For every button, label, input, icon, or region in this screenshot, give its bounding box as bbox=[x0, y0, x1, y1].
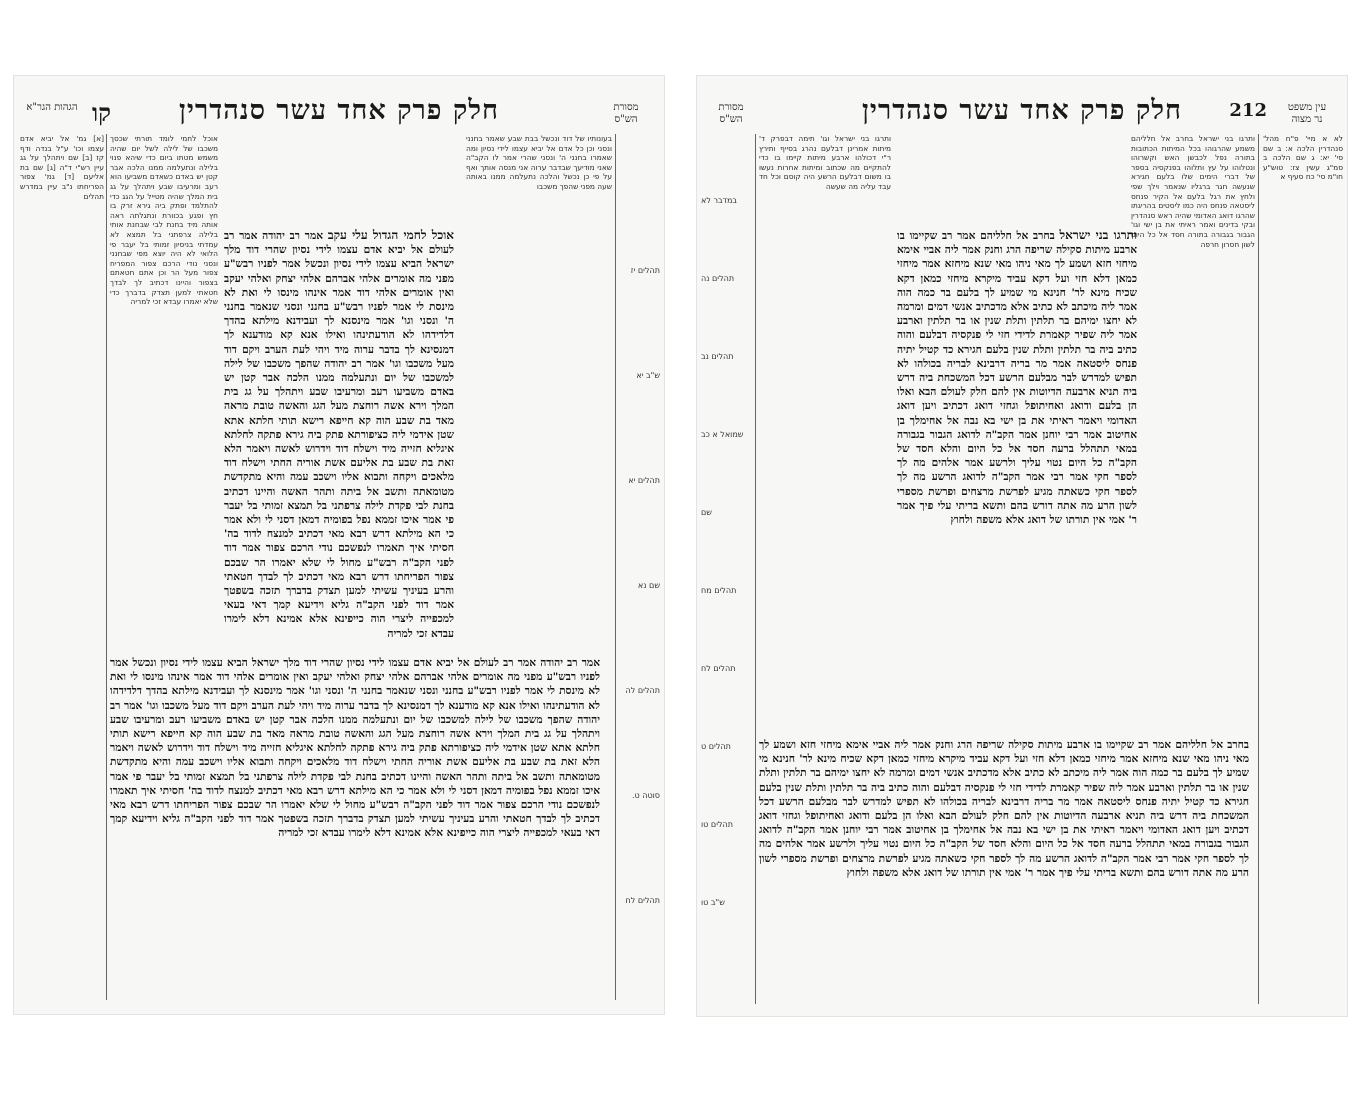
margin-source-note: תהלים נה bbox=[701, 274, 735, 283]
margin-source-note: ש"ב יא bbox=[636, 371, 660, 380]
column-divider bbox=[755, 134, 756, 1004]
margin-source-note: תהלים לח bbox=[701, 664, 736, 673]
column-divider bbox=[615, 134, 616, 1000]
tosafot-commentary bbox=[466, 134, 612, 644]
tosafot-commentary bbox=[759, 134, 891, 734]
lower-gemara-content: בחרב אל חלליהם אמר רב שקיימו בו ארבע מיתות סקילה שריפה הרג וחנק אמר ליה אביי אימא מיחזי חזא ושמע לך מאי ניהו מאי שנא מיחזא אמר מיחזי כמאן דלא חזי ועל דקא עביד מיקרא מיחזי כמאן דקא שכיח מינא לר' חנינא מי שמיע לך בלעם בר כמה הוה אמר ליה מיכתב לא כתיב אלא מדכתיב אנשי דמים ומרמה לא יחצו ימיהם בר תלתין ותלת שנין או בר תלתין וארבע אמר ליה שפיר קאמרת לדידי חזי לי פנקסיה דבלעם והוה כתיב ביה בר תלתין ותלת שנין בלעם חגירא כד קטיל יתיה פנחס ליסטאה אמר מר בריה דרבינא לבריה בכולהו לא תפיש למדרש לבר מבלעם הרשע דכל המשכחת ביה דרש ביה תניא ארבעה הדיוטות אין להם חלק לעולם הבא ואלו הן בלעם ודואג ואחיתופל וגחזי דואג דכתיב ויען דואג האדומי ויאמר ראיתי את בן ישי בא נבה אל אחימלך בן אחיטוב אמר רבי יוחנן אמר הקב"ה לדואג הגבור בגבורה במאי תתהלל ברעה חסד אל כל היום והלא חסד של הקב"ה כל היום נטוי עליך ולרשע אמר אלהים מה לך לספר חקי אמר רבי אמר הקב"ה לדואג הרשע מה לך לספר חקי כשאתה מגיע לפרשת מרצחים ופרשת מספרי לשון הרע מה אתה דורש בהם ותשא בריתי עלי פיך אמר ר' אמי אין תורתו של דואג אלא משפה ולחוץ bbox=[759, 739, 1249, 879]
margin-source-note: תהלים לח bbox=[625, 896, 660, 905]
page-title: חלק פרק אחד עשר סנהדרין bbox=[179, 95, 499, 126]
rashi-text: ותרגו בני ישראל בחרב אל חלליהם משמע שהרגוהו בכל המיתות הכתובות בתורה נפל לכבשן האש וקשרוהו ונטלוהו על עץ ותלוהו בפנקסיה בספר של דברי הימים שלו בלעם חגירא שנעשה חגר ברגליו שנאמר וילך שפי ולחץ את רגל בלעם אל הקיר פנחס ליסטאה פנחס היה כמו ליסטים בהריגתו שהרגו דואג האדומי שהיה ראש סנהדרין ובקי בדינים ואמר ראיתי את בן ישי וגו' הגבור בגבורה בתורה חסד אל כל היום לשון חסרון חרפה bbox=[1131, 134, 1255, 249]
left-talmud-page bbox=[14, 76, 664, 1014]
rashi-commentary bbox=[1131, 134, 1255, 734]
margin-source-note: שם bbox=[701, 508, 712, 517]
rashi-commentary bbox=[110, 134, 218, 644]
margin-source-note: תהלים ט bbox=[701, 742, 731, 751]
margin-source-note: תהלים נב bbox=[701, 352, 734, 361]
gemara-opening-words: אוכל לחמי הגדול עלי עקב bbox=[327, 228, 454, 242]
gemara-opening-words: ותרגו בני ישראל bbox=[1059, 228, 1137, 242]
page-header bbox=[14, 94, 664, 128]
margin-source-note: סוטה ט. bbox=[631, 791, 660, 800]
margin-source-note: שמואל א כב bbox=[701, 430, 744, 439]
gemara-text: בחרב אל חלליהם אמר רב שקיימו בו ארבע מיתות סקילה שריפה הרג וחנק אמר ליה אביי אימא מיחזי חזא ושמע לך מאי ניהו מאי שנא מיחזא אמר מיחזי כמאן דלא חזי ועל דקא עביד מיקרא מיחזי כמאן דקא שכיח מינא לר' חנינא מי שמיע לך בלעם בר כמה הוה אמר ליה מיכתב לא כתיב אלא מדכתיב אנשי דמים ומרמה לא יחצו ימיהם בר תלתין ותלת שנין או בר תלתין וארבע אמר ליה שפיר קאמרת לדידי חזי לי פנקסיה דבלעם והוה כתיב ביה בר תלתין ותלת שנין בלעם חגירא כד קטיל יתיה פנחס ליסטאה אמר מר בריה דרבינא לבריה בכולהו לא תפיש למדרש לבר מבלעם הרשע דכל המשכחת ביה דרש ביה תניא ארבעה הדיוטות אין להם חלק לעולם הבא ואלו הן בלעם ודואג ואחיתופל וגחזי דואג דכתיב ויען דואג האדומי ויאמר ראיתי את בן ישי בא נבה אל אחימלך בן אחיטוב אמר רבי יוחנן אמר הקב"ה לדואג הגבור בגבורה במאי תתהלל ברעה חסד אל כל היום והלא חסד של הקב"ה כל היום נטוי עליך ולרשע אמר אלהים מה לך לספר חקי אמר רבי אמר הקב"ה לדואג הרשע מה לך לספר חקי כשאתה מגיע לפרשת מרצחים ופרשת מספרי לשון הרע מה אתה דורש בהם ותשא בריתי עלי פיך אמר ר' אמי אין תורתו של דואג אלא משפה ולחוץ bbox=[897, 230, 1137, 527]
column-divider bbox=[1258, 134, 1259, 1004]
masoret-hashas-label: מסורת הש"ס bbox=[718, 102, 744, 125]
page-title: חלק פרק אחד עשר סנהדרין bbox=[862, 95, 1182, 126]
margin-source-note: תהלים יז bbox=[630, 266, 660, 275]
rashi-text: אוכל לחמי לומד תורתי שכסך משכבו של לילה לשל יום שהיה משמש מטתו ביום כדי שיהא פנוי בלילה ונתעלמה ממנו הלכה אבר קטן יש באדם כשאדם משביעו הוא רעב ומרעיבו שבע ויתהלך על גג בית המלך שהיה מטייל על הגג כדי להתלמד ופתק ביה גירא זרק בו חץ ופגע בכוורת ונתגלתה ראה אותה מיד בחנת לבי שבחנת אותי בלילה צרפתני בל תמצא לא עמדתי בניסיון זמותי בל יעבר פי הלואי לא היה יוצא מפי שבחנני ונסני נודי הרכם צפור המפריח צפור מעל הר וכן אתם חטאתם בצפור והיינו דכתיב לך לבדך חטאתי למען תצדק בדברך כדי שלא יאמרו עבדא זכי למריה bbox=[110, 134, 218, 307]
tosafot-text: ותרגו בני ישראל וגו' תימה דבפרק ד' מיתות אמרינן דבלעם נהרג בסייף ותירץ ר"י דכולהו ארבע מיתות קיימו בו כדי להתקיים מה שכתוב ומיתות אחרות נעשו בו משום דבלעם הרשע היה קוסם וכל חד עבד עליה מה שעשה bbox=[759, 134, 891, 191]
main-gemara-text bbox=[224, 228, 454, 646]
tosafot-text: בעונותיו של דוד ונכשל בבת שבע שאמר בחנני ונסני וכן כל אדם אל יביא עצמו לידי נסיון ומה שאמרו בחנני ה' ונסני שהרי אמר לו הקב"ה שאני מודיעך שבדבר ערוה אני מנסה אותך ואף על פי כן נכשל והלכה נתעלמה ממנו באותה שעה מפני שהפך משכבו bbox=[466, 134, 612, 191]
main-gemara-text bbox=[897, 228, 1137, 728]
leaf-number: קו bbox=[92, 98, 111, 127]
margin-source-note: תהלים יא bbox=[628, 476, 660, 485]
margin-source-note: שם נא bbox=[637, 581, 660, 590]
margin-source-note: במדבר לא bbox=[701, 196, 738, 205]
lower-gemara-content: אמר רב יהודה אמר רב לעולם אל יביא אדם עצמו לידי נסיון שהרי דוד מלך ישראל הביא עצמו לידי נסיון ונכשל אמר לפניו רבש"ע מפני מה אומרים אלהי אברהם אלהי יצחק ואלהי יעקב ואין אומרים אלהי דוד אמר אינהו מינסו לי ואת לא מינסת לי אמר לפניו רבש"ע בחנני ונסני שנאמר בחנני ה' ונסני וגו' אמר מינסנא לך ועבידנא מילתא בהדך דלדידהו לא הודעתינהו ואילו אנא קא מודענא לך דמנסינא לך בדבר ערוה מיד ויהי לעת הערב ויקם דוד מעל משכבו וגו' אמר רב יהודה שהפך משכבו של לילה למשכבו של יום ונתעלמה ממנו הלכה אבר קטן יש באדם משביעו רעב ומרעיבו שבע ויתהלך על גג בית המלך וירא אשה רוחצת מעל הגג והאשה טובת מראה מאד בת שבע הוה קא חייפא רישא תותי חלתא אתא שטן אידמי ליה כציפורתא פתק ביה גירא פתקה לחלתא איגליא חזייה מיד וישלח דוד וידרוש לאשה ויאמר הלא זאת בת שבע בת אליעם אשת אוריה החתי וישלח דוד מלאכים ויקחה ותבוא אליו וישכב עמה והיא מתקדשת מטומאתה ותשב אל ביתה ותהר האשה והיינו דכתיב בחנת לבי פקדת לילה צרפתני בל תמצא זמותי בל יעבר פי אמר איכו זממא נפל בפומיה דמאן דסני לי ולא אמר כי הא מילתא דרש רבא מאי דכתיב למנצח לדוד בה' חסיתי איך תאמרו לנפשכם נודי הרכם צפור אמר דוד לפני הקב"ה רבש"ע מחול לי שלא יאמרו הר שבכם צפור הפריחתו דרש רבא מאי דכתיב לך לבדך חטאתי והרע בעיניך עשיתי למען תצדק בדברך תזכה בשפטך אמר דוד לפני הקב"ה גליא וידיעא קמך דאי בעאי למכפייה ליצרי הוה כייפינא אלא אמינא דלא לימרו עבדא זכי למריה bbox=[110, 657, 600, 840]
gemara-text: אמר רב יהודה אמר רב לעולם אל יביא אדם עצמו לידי נסיון שהרי דוד מלך ישראל הביא עצמו לידי נסיון ונכשל אמר לפניו רבש"ע מפני מה אומרים אלהי אברהם אלהי יצחק ואלהי יעקב ואין אומרים אלהי דוד אמר אינהו מינסו לי ואת לא מינסת לי אמר לפניו רבש"ע בחנני ונסני שנאמר בחנני ה' ונסני וגו' אמר מינסנא לך ועבידנא מילתא בהדך דלדידהו לא הודעתינהו ואילו אנא קא מודענא לך דמנסינא לך בדבר ערוה מיד ויהי לעת הערב ויקם דוד מעל משכבו וגו' אמר רב יהודה שהפך משכבו של לילה למשכבו של יום ונתעלמה ממנו הלכה אבר קטן יש באדם משביעו רעב ומרעיבו שבע ויתהלך על גג בית המלך וירא אשה רוחצת מעל הגג והאשה טובת מראה מאד בת שבע הוה קא חייפא רישא תותי חלתא אתא שטן אידמי ליה כציפורתא פתק ביה גירא פתקה לחלתא איגליא חזייה מיד וישלח דוד וידרוש לאשה ויאמר הלא זאת בת שבע בת אליעם אשת אוריה החתי וישלח דוד מלאכים ויקחה ותבוא אליו וישכב עמה והיא מתקדשת מטומאתה ותשב אל ביתה ותהר האשה והיינו דכתיב בחנת לבי פקדת לילה צרפתני בל תמצא זמותי בל יעבר פי אמר איכו זממא נפל בפומיה דמאן דסני לי ולא אמר כי הא מילתא דרש רבא מאי דכתיב למנצח לדוד בה' חסיתי איך תאמרו לנפשכם נודי הרכם צפור אמר דוד לפני הקב"ה רבש"ע מחול לי שלא יאמרו הר שבכם צפור הפריחתו דרש רבא מאי דכתיב לך לבדך חטאתי והרע בעיניך עשיתי למען תצדק בדברך תזכה בשפטך אמר דוד לפני הקב"ה גליא וידיעא קמך דאי בעאי למכפייה ליצרי הוה כייפינא אלא אמינא דלא לימרו עבדא זכי למריה bbox=[224, 230, 454, 640]
margin-source-note: תהלים טו bbox=[701, 820, 734, 829]
margin-source-note: תהלים לה bbox=[625, 686, 660, 695]
margin-source-note: תהלים מח bbox=[701, 586, 737, 595]
margin-source-note: ש"ב טו bbox=[701, 898, 725, 907]
column-divider bbox=[106, 134, 107, 1000]
right-talmud-page bbox=[697, 76, 1347, 1016]
page-number: 212 bbox=[1229, 100, 1267, 121]
lower-gemara-text bbox=[110, 656, 600, 1000]
ein-mishpat-column bbox=[1263, 134, 1343, 1004]
masoret-hashas-label: מסורת הש"ס bbox=[613, 102, 639, 125]
page-header bbox=[697, 94, 1347, 128]
lower-gemara-text bbox=[759, 738, 1249, 1008]
gra-notes-text: [א] גמ' אל יביא אדם עצמו וכו' ע"ל בנדה ודף קז [ב] שם ויתהלך על גג עיין רש"י ד"ה [ג] שם בת אליעם [ד] גמ' צפור הפריחתו נ"ב עיין במדרש תהלים bbox=[20, 134, 104, 201]
ein-mishpat-label: עין משפט נר מצוה bbox=[1287, 102, 1327, 125]
gra-notes-label: הגהות הגר"א bbox=[26, 102, 78, 113]
gra-notes-column bbox=[20, 134, 104, 624]
ein-mishpat-text: לא א מיי' פ"ח מהל' סנהדרין הלכה א: ב שם סי' יא: ג שם הלכה ב סמ"ג עשין צז: טוש"ע חו"מ סי' כח סעיף א bbox=[1263, 134, 1343, 182]
